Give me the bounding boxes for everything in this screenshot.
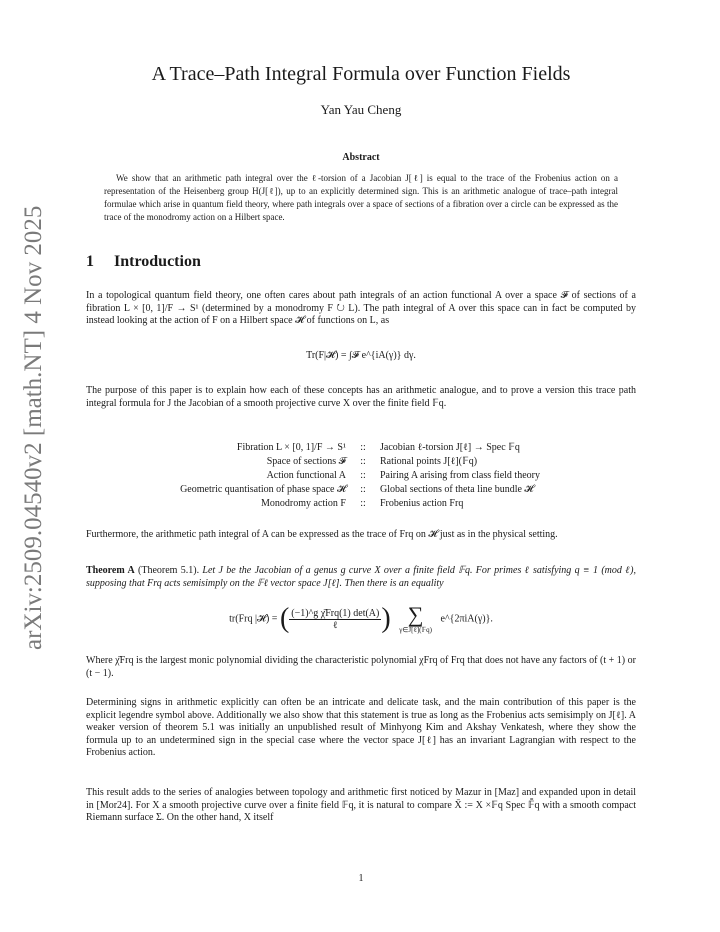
analogy-left: Action functional A [266, 470, 346, 481]
open-paren: ( [279, 603, 290, 634]
analogy-row [86, 455, 636, 469]
abstract-heading: Abstract [342, 152, 380, 163]
fraction-numerator: (−1)^g χ̄Frq(1) det(A) [291, 607, 380, 619]
analogy-left: Monodromy action F [261, 498, 346, 509]
intro-paragraph-6: This result adds to the series of analogies between topology and arithmetic first noticed by Mazur in [Maz] and expanded upon in detail in [Mor24]. For X a smooth projective curve over a finite field 𝔽q, it is natural to compare X̄ := X ×𝔽q Spec 𝔽̄q with a smooth compact Riemann surface Σ. On the other hand, X itself [86, 787, 636, 823]
theorem-equation [86, 603, 636, 635]
analogy-right: Frobenius action Frq [380, 498, 464, 509]
theorem-eq-lhs: tr(Frq |𝓗) = [229, 613, 278, 625]
analogy-separator: :: [360, 442, 366, 453]
analogy-right: Jacobian ℓ-torsion J[ℓ] → Spec 𝔽q [380, 442, 520, 453]
intro-paragraph-2: The purpose of this paper is to explain how each of these concepts has an arithmetic analogue, and to prove a version this trace path integral formula for J the Jacobian of a smooth projective curve X over the finite field 𝔽q. [86, 385, 636, 409]
intro-paragraph-4: Where χ̄Frq is the largest monic polynomial dividing the characteristic polynomial χFrq of Frq that does not have any factors of (t + 1) or (t − 1). [86, 655, 636, 679]
analogy-left: Fibration L × [0, 1]/F → S¹ [236, 442, 346, 453]
theorem-reference: (Theorem 5.1). [138, 565, 200, 576]
analogy-row [86, 483, 636, 497]
close-paren: ) [381, 603, 391, 634]
arxiv-sidebar [20, 205, 60, 650]
paper-title: A Trace–Path Integral Formula over Function Fields [151, 63, 571, 85]
analogy-separator: :: [360, 484, 366, 495]
paper-author: Yan Yau Cheng [320, 102, 402, 117]
analogy-separator: :: [360, 456, 366, 467]
trace-equation: Tr(F|𝓗) = ∫𝓕 e^{iA(γ)} dγ. [306, 350, 416, 361]
theorem-label: Theorem A [86, 565, 135, 576]
analogy-separator: :: [360, 470, 366, 481]
theorem-fraction [289, 608, 381, 631]
analogy-row [86, 497, 636, 511]
theorem-statement: Let J be the Jacobian of a genus g curve X over a finite field 𝔽q. For primes ℓ satisfying q ≡ 1 (mod ℓ), supposing that Frq acts semisimply on the 𝔽ℓ vector space J[ℓ]. Then there is an equality [86, 565, 637, 589]
analogy-right: Rational points J[ℓ](𝔽q) [380, 456, 478, 467]
analogy-left: Geometric quantisation of phase space 𝓗 [180, 484, 346, 495]
sum-subscript: γ∈J[ℓ](𝔽q) [399, 626, 433, 634]
section-number: 1 [86, 253, 94, 270]
analogy-right: Pairing A arising from class field theory [380, 470, 540, 481]
arxiv-identifier: arXiv:2509.04540v2 [math.NT] 4 Nov 2025 [20, 205, 47, 650]
analogy-left: Space of sections 𝓕 [266, 456, 346, 467]
section-title: Introduction [114, 253, 201, 270]
sum-symbol: ∑ [407, 602, 424, 627]
summation [399, 604, 432, 634]
intro-paragraph-5: Determining signs in arithmetic explicitly can often be an intricate and delicate task, and the main contribution of this paper is the explicit legendre symbol above. Additionally we also show that this statement is true as long as the Frobenius acts semisimply on J[ℓ]. A weaker version of theorem 5.1 was initially an unpublished result of Minhyong Kim and Akshay Venkatesh, where they show the formula up to an undetermined sign in the special case where the vector space J[ℓ] has an invariant Lagrangian with respect to the Frobenius action. [86, 697, 636, 758]
analogy-row [86, 469, 636, 483]
analogy-row [86, 441, 636, 455]
abstract-text: We show that an arithmetic path integral over the ℓ-torsion of a Jacobian J[ℓ] is equal to the trace of the Frobenius action on a representation of the Heisenberg group H(J[ℓ]), up to an explicitly determined sign. This is an arithmetic analogue of trace–path integral formulae which arise in quantum field theory, where path integrals over a space of sections of a fibration over a circle can be expressed as the trace of the monodromy action on a Hilbert space. [104, 173, 618, 222]
fraction-denominator: ℓ [332, 619, 338, 631]
theorem-a [86, 565, 636, 590]
section-heading [86, 253, 201, 271]
analogy-table [86, 441, 636, 511]
intro-paragraph-1: In a topological quantum field theory, one often cares about path integrals of an action functional A over a space 𝓕 of sections of a fibration L × [0, 1]/F → S¹ (determined by a monodromy F ↻ L). The path integral of A over this space can in fact be computed by instead looking at the action of F on a Hilbert space 𝓗 of functions on L, as [86, 290, 636, 326]
intro-paragraph-3: Furthermore, the arithmetic path integral of A can be expressed as the trace of Frq on 𝓗 just as in the physical setting. [86, 529, 558, 540]
analogy-right: Global sections of theta line bundle 𝓗 [380, 484, 534, 495]
theorem-eq-rhs: e^{2πiA(γ)}. [440, 613, 493, 625]
page-number: 1 [358, 873, 364, 884]
analogy-separator: :: [360, 498, 366, 509]
